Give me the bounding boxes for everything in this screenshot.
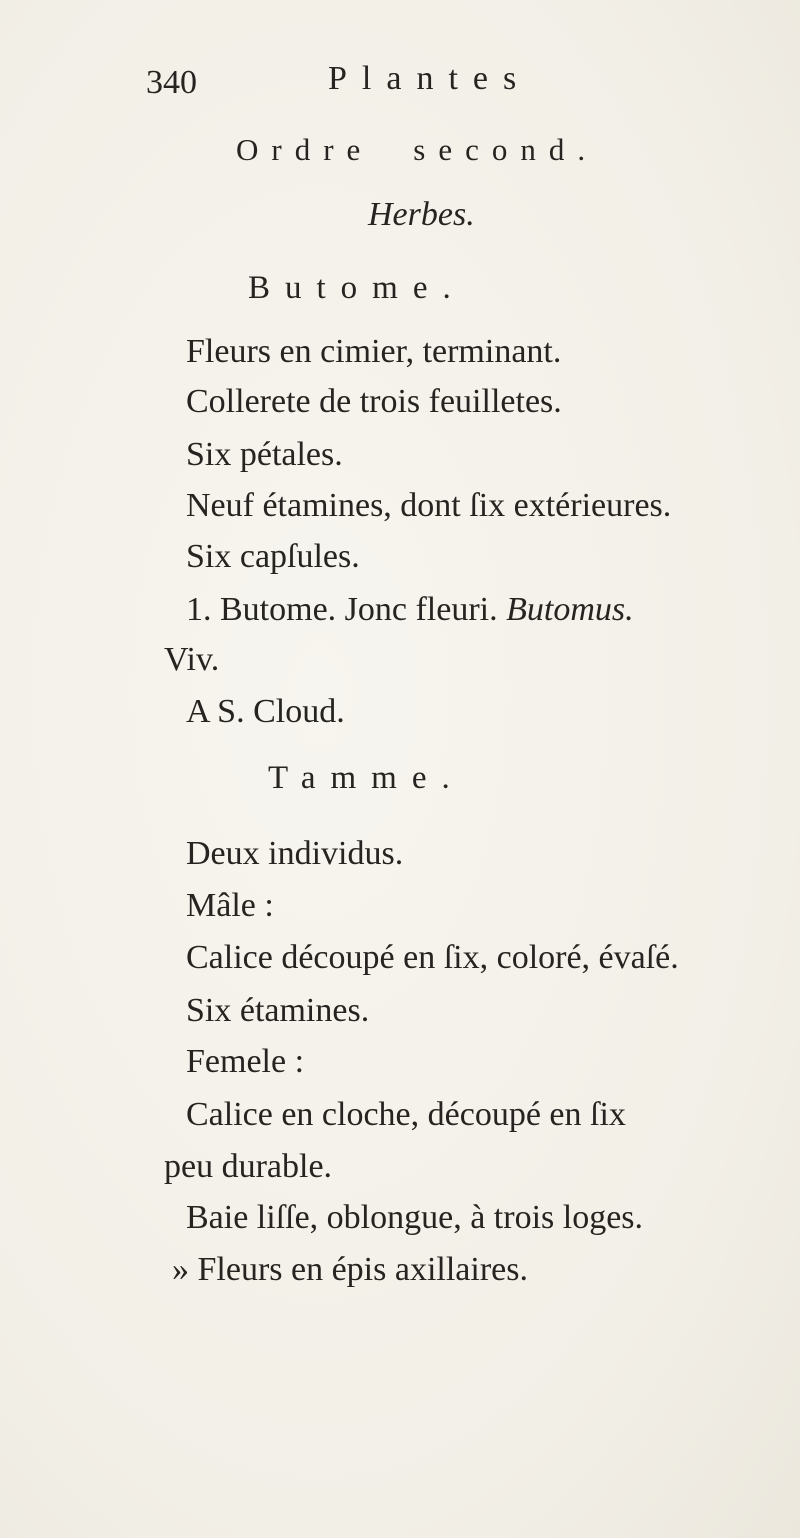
tamme-line-2: Mâle : <box>186 887 274 924</box>
tamme-line-6: Calice en cloche, découpé en ſix <box>186 1096 626 1133</box>
butome-line-5: Six capſules. <box>186 538 360 575</box>
page-number: 340 <box>146 64 197 101</box>
order-second-word: second. <box>413 132 599 167</box>
butome-viv: Viv. <box>164 641 220 678</box>
tamme-line-9: » Fleurs en épis axillaires. <box>172 1251 528 1288</box>
tamme-line-8: Baie liſſe, oblongue, à trois loges. <box>186 1199 644 1236</box>
butome-location: A S. Cloud. <box>186 693 345 730</box>
tamme-line-7: peu durable. <box>164 1148 333 1185</box>
butome-species-latin: Butomus. <box>506 591 634 628</box>
butome-line-1: Fleurs en cimier, terminant. <box>186 333 562 370</box>
butome-line-4: Neuf étamines, dont ſix extérieures. <box>186 487 672 524</box>
running-title: Plantes <box>328 60 532 97</box>
order-word: Ordre <box>236 132 374 167</box>
butome-line-2: Collerete de trois feuilletes. <box>186 383 562 420</box>
group-heading: Herbes. <box>368 196 475 233</box>
butome-species-text: 1. Butome. Jonc fleuri. <box>186 591 507 628</box>
tamme-line-4: Six étamines. <box>186 992 370 1029</box>
genus-heading-butome: Butome. <box>248 270 466 306</box>
butome-line-3: Six pétales. <box>186 436 343 473</box>
butome-species-line <box>186 591 634 629</box>
order-heading <box>236 132 598 168</box>
tamme-line-3: Calice découpé en ſix, coloré, évaſé. <box>186 939 679 976</box>
genus-heading-tamme: Tamme. <box>268 760 465 796</box>
tamme-line-1: Deux individus. <box>186 835 404 872</box>
tamme-line-5: Femele : <box>186 1043 305 1080</box>
